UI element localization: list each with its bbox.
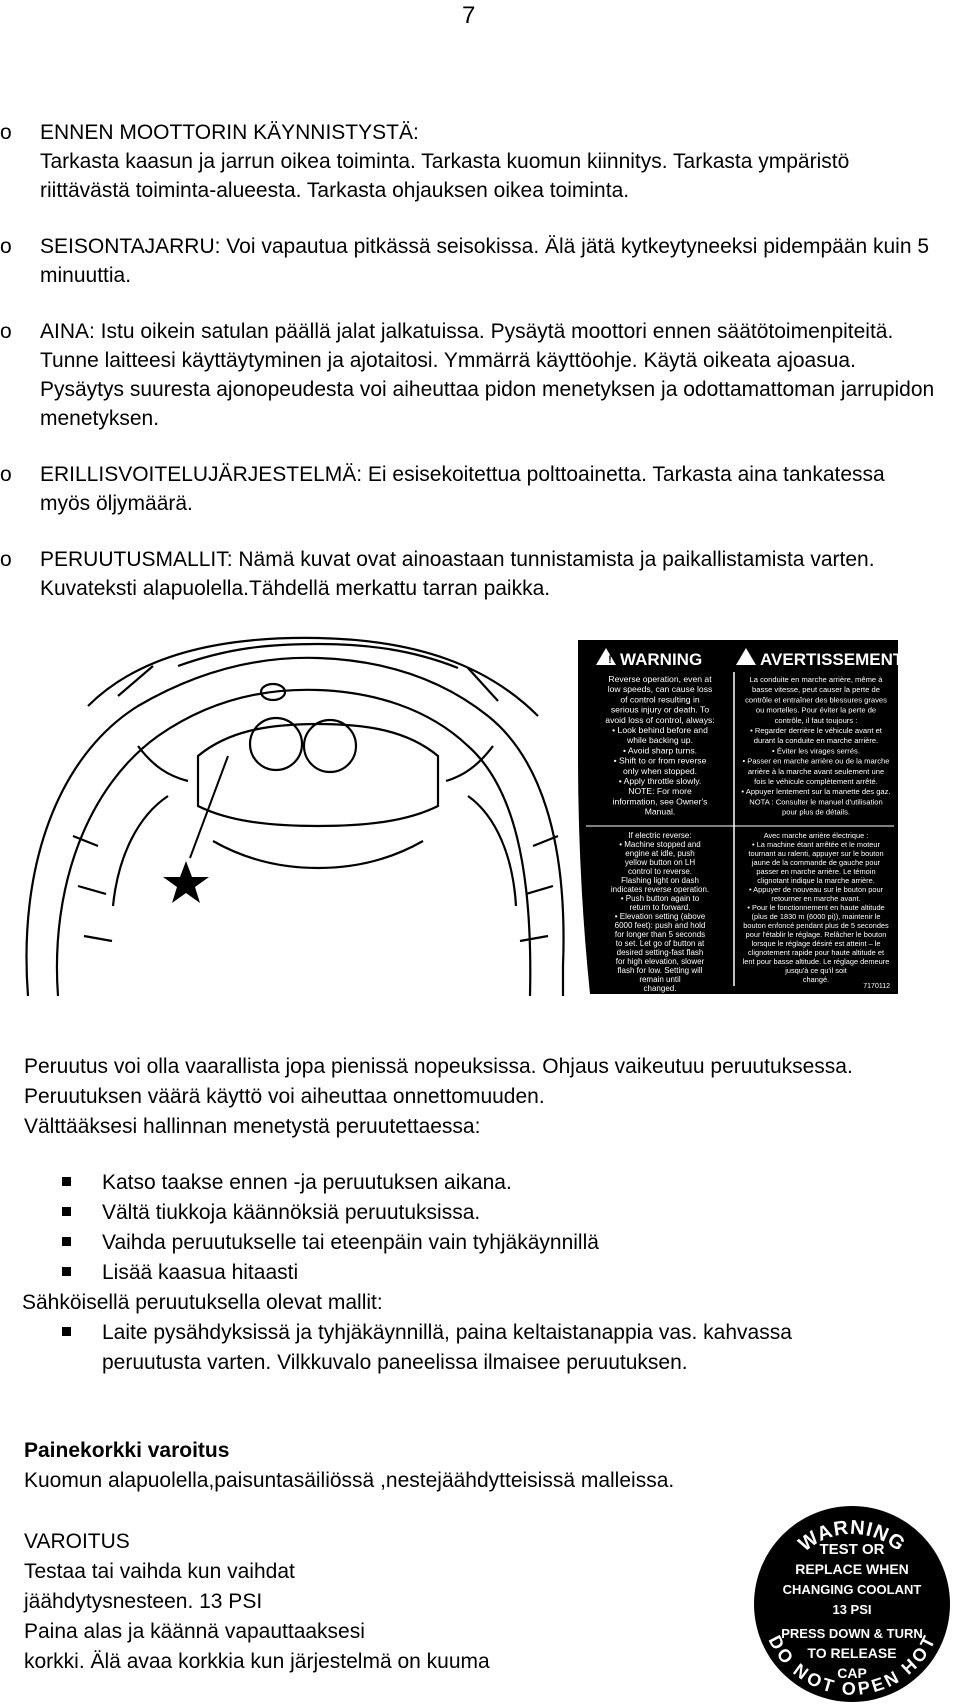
label-text-line: Avec marche arrière électrique :: [763, 831, 869, 840]
warning-title: WARNING: [620, 650, 703, 669]
label-text-line: • Éviter les virages serrés.: [772, 746, 860, 756]
list-item: Vältä tiukkoja käännöksiä peruutuksissa.: [24, 1198, 924, 1228]
label-text-line: contrôle, il faut toujours :: [774, 715, 858, 725]
label-text-line: • Shift to or from reverse: [613, 755, 707, 766]
label-text-line: NOTE: For more: [628, 786, 692, 797]
label-text-line: retourner en marche avant.: [771, 894, 861, 903]
reverse-bullet-list: [24, 1168, 924, 1288]
label-text-line: durant la conduite en marche arrière.: [753, 736, 879, 746]
warning-text-french-electric: [743, 831, 890, 984]
coolant-cap-label: [752, 1504, 952, 1704]
label-text-line: flash for low. Setting will: [617, 966, 703, 975]
warning-text-english-electric: [611, 831, 709, 993]
bullet-square-icon: [62, 1267, 71, 1276]
avertissement-title: AVERTISSEMENT: [760, 650, 904, 669]
label-text-line: return to forward.: [629, 903, 691, 912]
label-text-line: avoid loss of control, always:: [605, 714, 715, 725]
label-text-line: • Avoid sharp turns.: [622, 745, 698, 756]
label-text-line: clignotement rapide pour haute altitude et: [748, 948, 884, 957]
label-text-line: information, see Owner's: [612, 796, 708, 807]
label-text-line: changé.: [802, 975, 830, 984]
list-marker: o: [0, 235, 12, 258]
cap-label-line: CHANGING COOLANT: [782, 1582, 922, 1597]
label-text-line: to set. Let go of button at: [615, 939, 705, 948]
list-marker: o: [0, 320, 12, 343]
label-text-line: changed.: [643, 984, 677, 993]
label-text-line: remain until: [639, 975, 681, 984]
reverse-warning-label: [578, 640, 904, 994]
list-marker: o: [0, 548, 12, 571]
label-text-line: Flashing light on dash: [621, 876, 699, 885]
list-item-text: Tarkasta kaasun ja jarrun oikea toiminta. Tarkasta kuomun kiinnitys. Tarkasta ympäristö riittävästä toiminta-alueesta. Tarkasta ohjauksen oikea toiminta.: [40, 150, 850, 202]
list-item-text: ERILLISVOITELUJÄRJESTELMÄ: Ei esisekoitettua polttoainetta. Tarkasta aina tankatessa myös öljymäärä.: [40, 463, 885, 515]
label-text-line: • Passer en marche arrière ou de la marche: [742, 756, 890, 766]
label-text-line: La conduite en marche arrière, même à: [749, 675, 883, 684]
list-item-text: SEISONTAJARRU: Voi vapautua pitkässä seisokissa. Älä jätä kytkeytyneeksi pidempään kuin 5 minuuttia.: [40, 235, 930, 287]
list-item: Lisää kaasua hitaasti: [24, 1258, 924, 1288]
label-text-line: control to reverse.: [627, 867, 693, 876]
label-text-line: • Regarder derrière le véhicule avant et: [750, 726, 882, 735]
label-text-line: 6000 feet): push and hold: [614, 921, 706, 930]
label-text-line: clignotant indique la marche arrière.: [757, 876, 875, 885]
label-text-line: engine at idle, push: [625, 849, 695, 858]
label-text-line: jaune de la commande de gauche pour: [751, 858, 881, 867]
list-item: Katso taakse ennen -ja peruutuksen aikana.: [24, 1168, 924, 1198]
label-text-line: • Apply throttle slowly.: [618, 776, 702, 786]
reverse-caption: Peruutus voi olla vaarallista jopa pienissä nopeuksissa. Ohjaus vaikeutuu peruutuksessa. Peruutuksen väärä käyttö voi aiheuttaa onnettomuuden.: [24, 1055, 853, 1108]
list-item: [0, 118, 940, 205]
label-part-number: 7170112: [863, 983, 890, 990]
electric-bullet-list: [24, 1318, 924, 1378]
cap-text-line: jäähdytysnesteen. 13 PSI: [24, 1590, 263, 1613]
label-text-line: yellow button on LH: [624, 858, 696, 867]
safety-checklist: [0, 118, 960, 630]
bullet-square-icon: [62, 1237, 71, 1246]
cap-heading: Painekorkki varoitus: [24, 1439, 230, 1462]
label-text-line: lent pour basse altitude. Le réglage demeure: [742, 957, 890, 966]
label-pointer-line: [190, 756, 228, 858]
label-text-line: indicates reverse operation.: [610, 885, 710, 894]
label-text-line: lorsque le réglage désiré est atteint – le: [751, 939, 881, 948]
label-text-line: fois le véhicule complètement arrêté.: [754, 777, 878, 786]
label-text-line: • La machine étant arrêtée et le moteur: [752, 840, 880, 849]
cap-label-line: PRESS DOWN & TURN: [781, 1626, 923, 1641]
label-text-line: • Push button again to: [620, 894, 700, 903]
label-text-line: • Machine stopped and: [619, 840, 701, 849]
list-item-text: PERUUTUSMALLIT: Nämä kuvat ovat ainoastaan tunnistamista ja paikallistamista varten. Kuvateksti alapuolella.Tähdellä merkattu tarran paikka.: [40, 548, 875, 600]
label-text-line: low speeds, can cause loss: [607, 684, 713, 695]
cap-arc-top: WARNING: [794, 1516, 910, 1557]
list-marker: o: [0, 121, 12, 144]
bullet-square-icon: [62, 1207, 71, 1216]
bullet-square-icon: [62, 1177, 71, 1186]
cap-label-line: TO RELEASE: [807, 1645, 897, 1661]
list-item: Vaihda peruutukselle tai eteenpäin vain tyhjäkäynnillä: [24, 1228, 924, 1258]
cap-label-line: CAP: [837, 1665, 867, 1681]
label-text-line: basse vitesse, peut causer la perte de: [752, 685, 880, 695]
label-text-line: • Look behind before and: [612, 725, 708, 735]
label-text-line: ou mortelles. Pour éviter la perte de: [755, 705, 877, 715]
label-text-line: • Pour le fonctionnement en haute altitude: [747, 903, 885, 912]
label-text-line: pour l'établir le réglage. Relâcher le bouton: [745, 930, 887, 939]
reverse-caption-block: [24, 1052, 924, 1142]
label-text-line: pour plus de détails.: [782, 807, 850, 817]
label-text-line: Reverse operation, even at: [608, 674, 712, 684]
label-text-line: (plus de 1830 m (6000 pi)), maintenir le: [751, 912, 881, 921]
electric-reverse-heading: Sähköisellä peruutuksella olevat mallit:: [22, 1291, 383, 1314]
cap-text-line: korkki. Älä avaa korkkia kun järjestelmä on kuuma: [24, 1650, 490, 1673]
list-item: Laite pysähdyksissä ja tyhjäkäynnillä, paina keltaistanappia vas. kahvassa peruutusta varten. Vilkkuvalo paneelissa ilmaisee peruutuksen.: [24, 1318, 822, 1378]
label-text-line: only when stopped.: [622, 765, 698, 776]
cap-label-line: REPLACE WHEN: [795, 1561, 909, 1577]
list-item: [0, 232, 940, 290]
label-text-line: Manual.: [644, 806, 676, 817]
reverse-caption-intro: Välttääksesi hallinnan menetystä peruutettaessa:: [24, 1115, 481, 1138]
cap-label-line: TEST OR: [819, 1541, 885, 1558]
label-text-line: desired setting-fast flash: [616, 948, 704, 957]
svg-text:!: !: [608, 654, 612, 666]
cap-intro: Kuomun alapuolella,paisuntasäiliössä ,nestejäähdytteisissä malleissa.: [24, 1469, 675, 1492]
label-text-line: while backing up.: [627, 735, 693, 746]
reverse-tips: [24, 1168, 924, 1378]
list-item: [0, 545, 940, 603]
label-text-line: jusqu'à ce qu'il soit: [785, 966, 847, 975]
list-item-text: AINA: Istu oikein satulan päällä jalat jalkatuissa. Pysäytä moottori ennen säätötoimenpiteitä. Tunne laitteesi käyttäytyminen ja ajotaitosi. Ymmärrä käyttöohje. Käytä oikeata ajoasua. Pysäytys suuresta ajonopeudesta voi aiheuttaa pidon menetyksen ja odottamattoman jarrupidon menetyksen.: [40, 320, 935, 430]
label-text-line: • Elevation setting (above: [614, 912, 706, 921]
cap-arc-bottom: DO NOT OPEN HOT: [764, 1632, 940, 1699]
label-text-line: arrière à la marche avant seulement une: [747, 766, 885, 776]
label-text-line: bouton enfoncé pendant plus de 5 secondes: [743, 921, 889, 930]
cap-text-line: Testaa tai vaihda kun vaihdat: [24, 1560, 295, 1583]
label-text-line: contrôle et entraîner des blessures graves: [745, 695, 887, 705]
label-text-line: serious injury or death. To: [610, 704, 710, 715]
list-item: [0, 317, 940, 433]
cap-label-line: 13 PSI: [832, 1602, 872, 1617]
label-text-line: for longer than 5 seconds: [614, 930, 706, 939]
label-text-line: tournant au ralenti, appuyer sur le bouton: [748, 849, 884, 858]
label-text-line: passer en marche arrière. Le témoin: [756, 867, 876, 876]
list-marker: o: [0, 463, 12, 486]
hood-drawing: [26, 638, 563, 996]
label-text-line: of control resulting in: [620, 694, 700, 705]
bullet-square-icon: [62, 1327, 71, 1336]
label-text-line: • Appuyer de nouveau sur le bouton pour: [748, 885, 884, 894]
star-icon: [163, 861, 209, 903]
cap-text-line: Paina alas ja käännä vapauttaaksesi: [24, 1620, 365, 1643]
label-text-line: • Appuyer lentement sur la manette des gaz.: [741, 787, 891, 797]
label-text-line: for high elevation, slower: [615, 957, 705, 966]
cap-warning-section: [24, 1436, 924, 1496]
page-number: 7: [462, 2, 476, 29]
cap-text-line: VAROITUS: [24, 1530, 130, 1553]
list-item-title: ENNEN MOOTTORIN KÄYNNISTYSTÄ:: [40, 121, 419, 144]
reverse-illustration: [18, 636, 918, 996]
label-text-line: If electric reverse:: [628, 831, 692, 840]
list-item: [0, 460, 940, 518]
label-text-line: NOTA : Consulter le manuel d'utilisation: [749, 797, 883, 807]
